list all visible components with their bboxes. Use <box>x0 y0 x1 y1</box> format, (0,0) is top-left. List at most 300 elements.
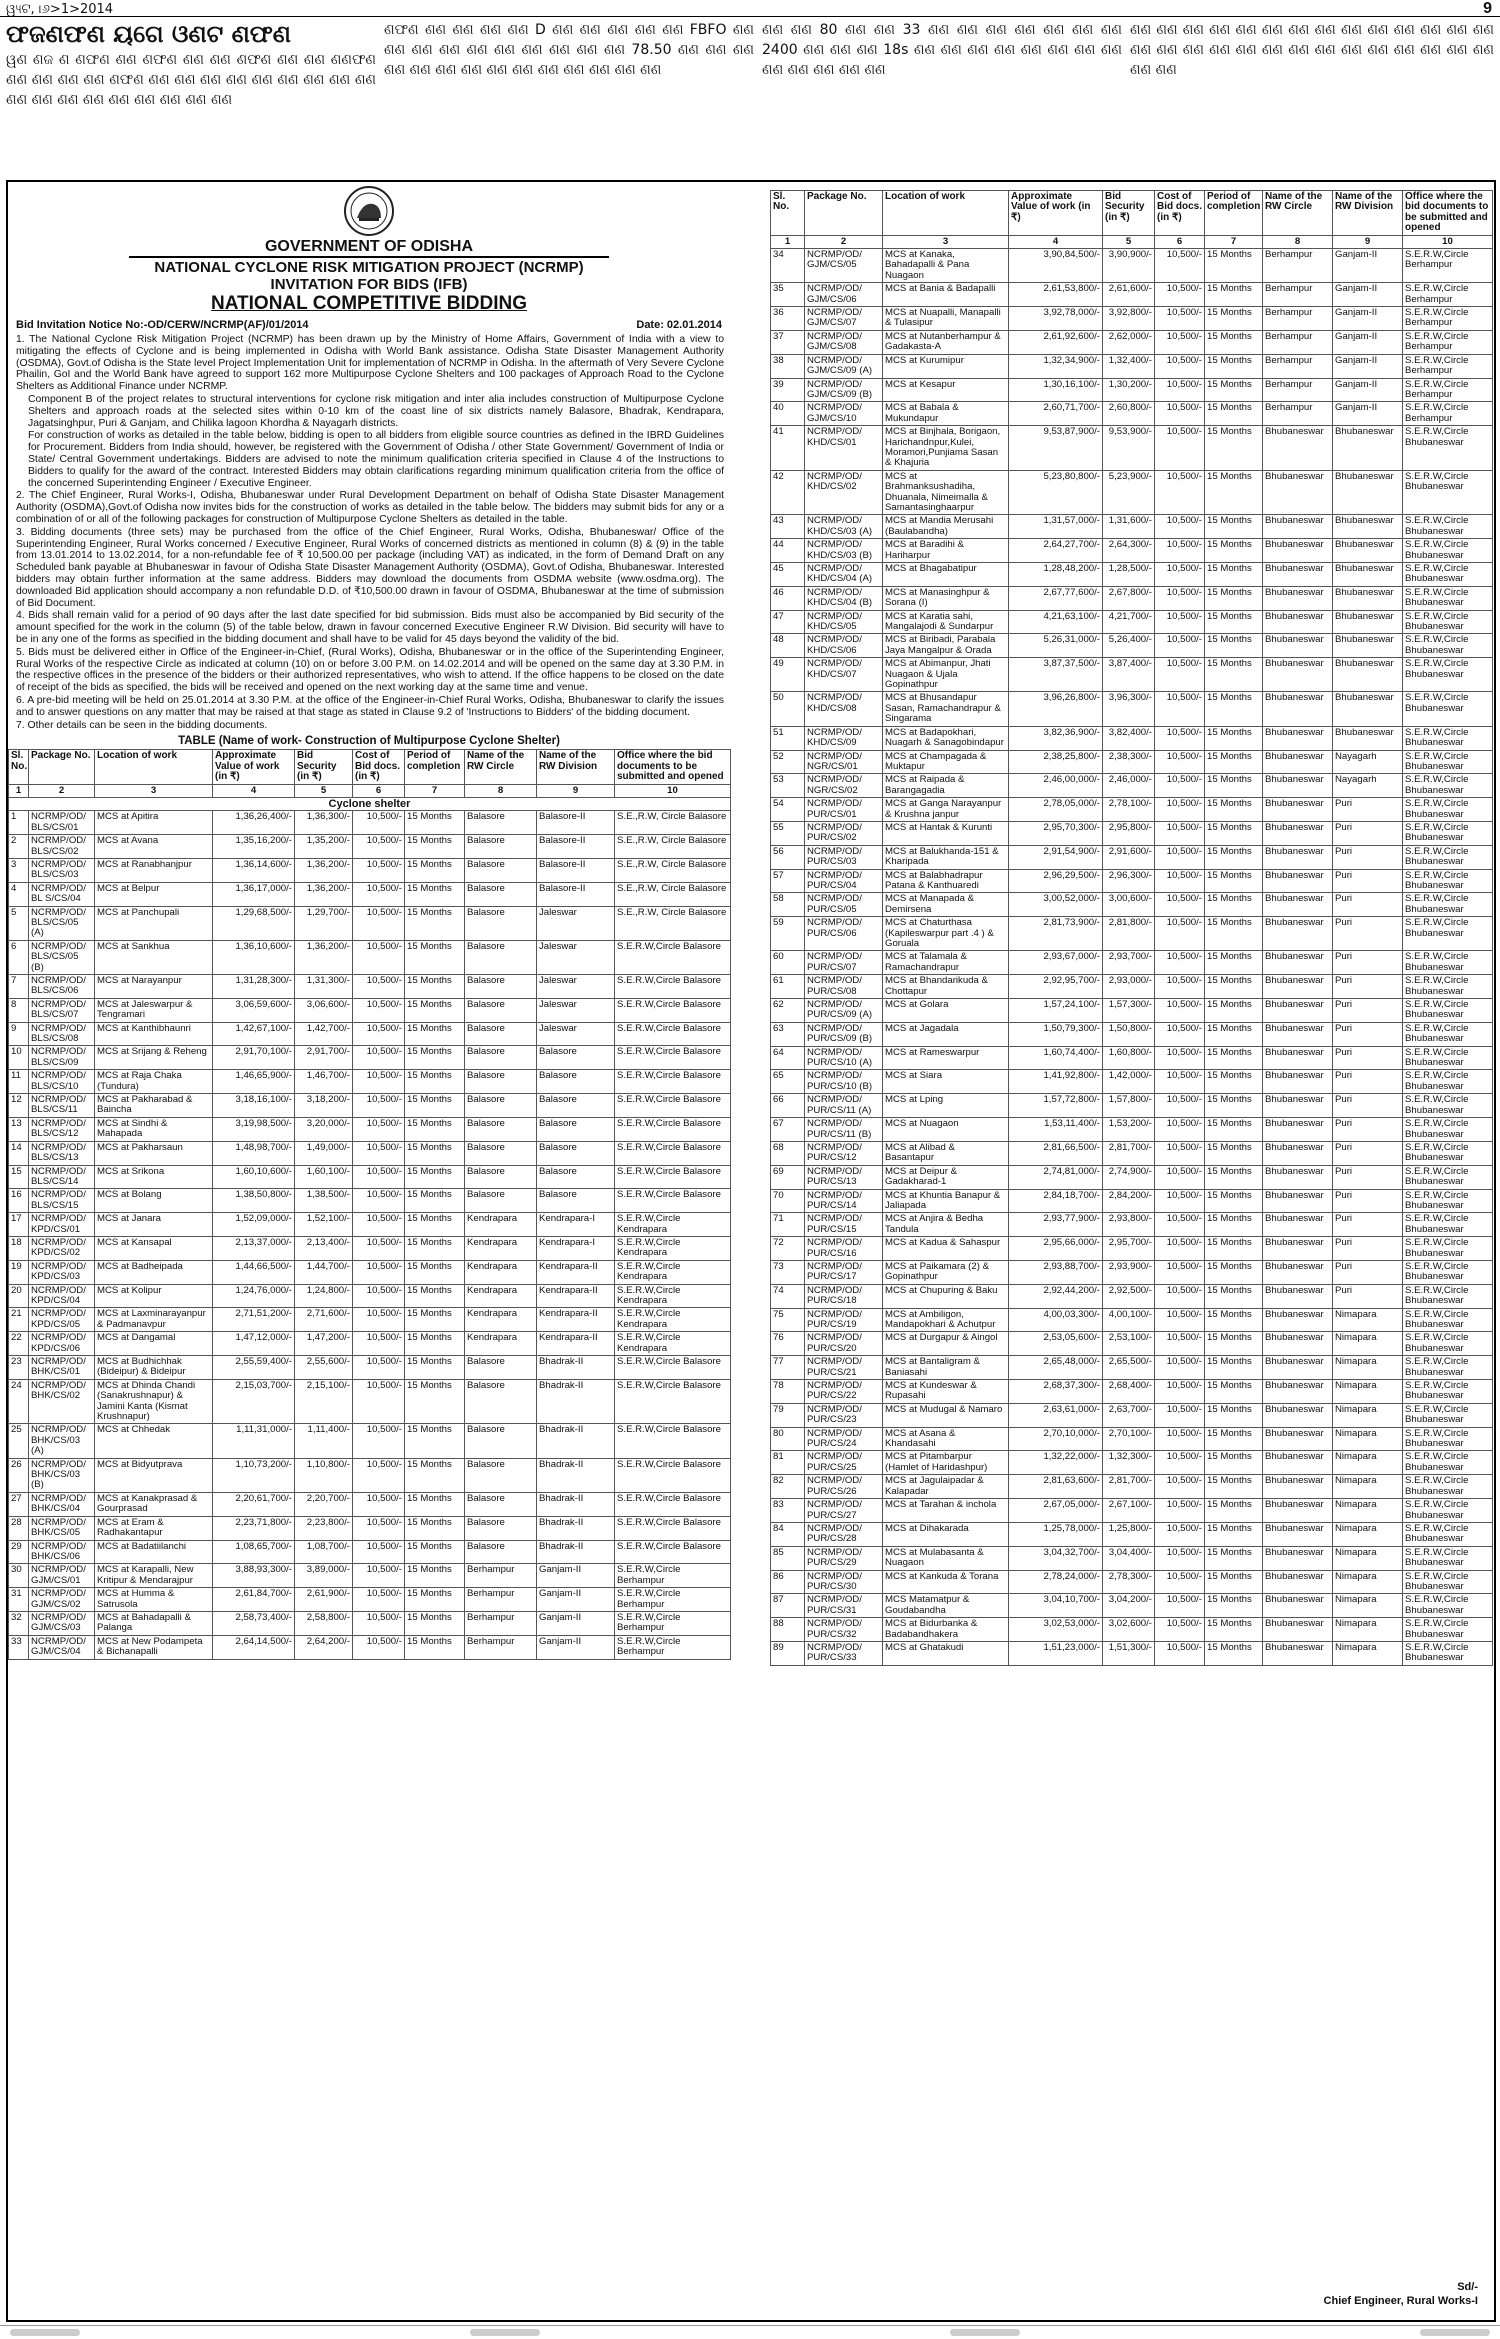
table-cell: S.E.R.W,Circle Berhampur <box>1403 283 1493 307</box>
table-cell: MCS at Durgapur & Aingol <box>883 1332 1009 1356</box>
table-cell: 2,61,84,700/- <box>213 1588 295 1612</box>
table-cell: Nimapara <box>1333 1380 1403 1404</box>
table-cell: 10,500/- <box>1155 307 1205 331</box>
table-cell: 3,87,37,500/- <box>1009 658 1103 692</box>
table-cell: 15 Months <box>405 1117 465 1141</box>
table-cell: Jaleswar <box>537 1022 615 1046</box>
table-cell: 10,500/- <box>1155 610 1205 634</box>
table-cell: S.E.R.W,Circle Bhubaneswar <box>1403 1213 1493 1237</box>
table-cell: 73 <box>771 1260 805 1284</box>
table-cell: 43 <box>771 515 805 539</box>
table-cell: 2 <box>9 835 29 859</box>
table-cell: Bhubaneswar <box>1263 1118 1333 1142</box>
table-cell: MCS at Jagadala <box>883 1022 1009 1046</box>
table-cell: MCS at Pakharabad & Baincha <box>95 1094 213 1118</box>
table-cell: MCS at Belpur <box>95 882 213 906</box>
table-cell: MCS at Golara <box>883 999 1009 1023</box>
table-cell: S.E.R.W,Circle Berhampur <box>615 1635 731 1659</box>
table-cell: NCRMP/OD/ BLS/CS/10 <box>29 1070 95 1094</box>
table-cell: 1,49,000/- <box>295 1141 353 1165</box>
table-cell: S.E.,R.W, Circle Balasore <box>615 835 731 859</box>
table-cell: S.E.R.W,Circle Bhubaneswar <box>1403 1403 1493 1427</box>
table-cell: NCRMP/OD/ GJM/CS/10 <box>805 402 883 426</box>
table-cell: S.E.R.W,Circle Kendrapara <box>615 1284 731 1308</box>
table-cell: 1,10,73,200/- <box>213 1458 295 1492</box>
table-cell: Bhubaneswar <box>1263 1284 1333 1308</box>
table-cell: Ganjam-II <box>1333 378 1403 402</box>
table-row <box>771 951 1493 975</box>
table-cell: MCS at Manapada & Demirsena <box>883 893 1009 917</box>
column-header: Package No. <box>805 191 883 236</box>
table-cell: S.E.,R.W, Circle Balasore <box>615 906 731 940</box>
table-cell: Bhubaneswar <box>1263 634 1333 658</box>
table-cell: 10,500/- <box>1155 1094 1205 1118</box>
table-cell: 10,500/- <box>1155 402 1205 426</box>
table-row <box>9 1213 731 1237</box>
table-cell: MCS at Srijang & Reheng <box>95 1046 213 1070</box>
column-header: Sl. No. <box>9 750 29 784</box>
table-cell: NCRMP/OD/ GJM/CS/08 <box>805 330 883 354</box>
table-row <box>9 1260 731 1284</box>
table-cell: 58 <box>771 893 805 917</box>
table-cell: S.E.R.W,Circle Bhubaneswar <box>1403 1260 1493 1284</box>
table-cell: Ganjam-II <box>537 1635 615 1659</box>
table-cell: S.E.R.W,Circle Bhubaneswar <box>1403 1070 1493 1094</box>
table-cell: MCS at Budhichhak (Bideipur) & Bideipur <box>95 1356 213 1380</box>
table-cell: 10,500/- <box>1155 539 1205 563</box>
table-cell: 10,500/- <box>353 1540 405 1564</box>
table-cell: NCRMP/OD/ PUR/CS/11 (B) <box>805 1118 883 1142</box>
table-cell: 15 Months <box>1205 634 1263 658</box>
table-cell: 15 Months <box>405 1588 465 1612</box>
table-cell: NCRMP/OD/ KPD/CS/06 <box>29 1332 95 1356</box>
column-header: Location of work <box>95 750 213 784</box>
table-cell: 26 <box>9 1458 29 1492</box>
column-index: 6 <box>353 784 405 797</box>
table-cell: MCS at Mandia Merusahi (Baulabandha) <box>883 515 1009 539</box>
table-cell: NCRMP/OD/ GJM/CS/04 <box>29 1635 95 1659</box>
table-cell: 36 <box>771 307 805 331</box>
table-cell: 10,500/- <box>1155 1499 1205 1523</box>
table-cell: 65 <box>771 1070 805 1094</box>
table-cell: 3,88,93,300/- <box>213 1564 295 1588</box>
table-cell: 86 <box>771 1570 805 1594</box>
table-cell: 2,64,300/- <box>1103 539 1155 563</box>
table-cell: 15 Months <box>1205 692 1263 726</box>
table-cell: Bhubaneswar <box>1263 1141 1333 1165</box>
table-cell: 1,29,700/- <box>295 906 353 940</box>
table-cell: Berhampur <box>1263 402 1333 426</box>
table-cell: Puri <box>1333 975 1403 999</box>
table-cell: 10,500/- <box>1155 1284 1205 1308</box>
table-cell: 15 Months <box>1205 1046 1263 1070</box>
table-cell: 15 Months <box>1205 893 1263 917</box>
table-cell: 2,92,95,700/- <box>1009 975 1103 999</box>
table-cell: 2,78,300/- <box>1103 1570 1155 1594</box>
column-header: Sl. No. <box>771 191 805 236</box>
footer-bar <box>470 2329 540 2336</box>
table-cell: 15 Months <box>1205 330 1263 354</box>
table-cell: 87 <box>771 1594 805 1618</box>
table-cell: 5,26,31,000/- <box>1009 634 1103 658</box>
table-cell: MCS at Pakharsaun <box>95 1141 213 1165</box>
table-cell: 3,04,200/- <box>1103 1594 1155 1618</box>
table-cell: 37 <box>771 330 805 354</box>
table-cell: 28 <box>9 1516 29 1540</box>
table-cell: 15 Months <box>1205 1594 1263 1618</box>
table-cell: MCS at Nuagaon <box>883 1118 1009 1142</box>
table-cell: Bhadrak-II <box>537 1356 615 1380</box>
table-cell: MCS at Bidyutprava <box>95 1458 213 1492</box>
table-cell: 15 Months <box>1205 1618 1263 1642</box>
table-cell: NCRMP/OD/ KHD/CS/09 <box>805 726 883 750</box>
table-cell: 1,36,14,600/- <box>213 858 295 882</box>
table-cell: Berhampur <box>1263 354 1333 378</box>
table-cell: NCRMP/OD/ KPD/CS/01 <box>29 1213 95 1237</box>
table-cell: 10,500/- <box>1155 1475 1205 1499</box>
table-cell: 3,90,84,500/- <box>1009 249 1103 283</box>
table-cell: NCRMP/OD/ BLS/CS/02 <box>29 835 95 859</box>
table-cell: MCS at Srikona <box>95 1165 213 1189</box>
table-row <box>771 1284 1493 1308</box>
table-cell: Bhubaneswar <box>1333 586 1403 610</box>
table-cell: NCRMP/OD/ KPD/CS/05 <box>29 1308 95 1332</box>
table-cell: 1,36,17,000/- <box>213 882 295 906</box>
table-cell: 10,500/- <box>353 858 405 882</box>
table-cell: 10,500/- <box>1155 1022 1205 1046</box>
table-cell: S.E.R.W,Circle Bhubaneswar <box>1403 1570 1493 1594</box>
table-cell: 10,500/- <box>1155 634 1205 658</box>
table-cell: MCS at Rameswarpur <box>883 1046 1009 1070</box>
news-column-2 <box>384 20 754 170</box>
table-row <box>771 1022 1493 1046</box>
table-cell: NCRMP/OD/ BHK/CS/02 <box>29 1379 95 1424</box>
table-cell: Bhubaneswar <box>1263 1570 1333 1594</box>
table-cell: 16 <box>9 1189 29 1213</box>
table-cell: Bhubaneswar <box>1333 563 1403 587</box>
table-cell: Bhubaneswar <box>1263 1165 1333 1189</box>
table-cell: Nimapara <box>1333 1308 1403 1332</box>
table-cell: NCRMP/OD/ PUR/CS/32 <box>805 1618 883 1642</box>
table-cell: MCS at Laxminarayanpur & Padmanavpur <box>95 1308 213 1332</box>
table-row <box>9 1308 731 1332</box>
footer-bar <box>950 2329 1020 2336</box>
table-cell: NCRMP/OD/ KPD/CS/02 <box>29 1236 95 1260</box>
table-cell: MCS at Kesapur <box>883 378 1009 402</box>
table-cell: MCS at Binjhala, Borigaon, Harichandnpur,Kulei, Moramori,Punjiama Sasan & Khajuria <box>883 426 1009 471</box>
table-cell: 3,92,78,000/- <box>1009 307 1103 331</box>
column-index: 9 <box>537 784 615 797</box>
table-cell: NCRMP/OD/ BLS/CS/07 <box>29 998 95 1022</box>
table-cell: 1,08,700/- <box>295 1540 353 1564</box>
column-index: 4 <box>213 784 295 797</box>
table-cell: 3 <box>9 858 29 882</box>
table-cell: MCS at Bahadapalli & Palanga <box>95 1611 213 1635</box>
table-cell: 60 <box>771 951 805 975</box>
table-cell: MCS at Eram & Radhakantapur <box>95 1516 213 1540</box>
table-cell: S.E.R.W,Circle Berhampur <box>615 1564 731 1588</box>
table-cell: 2,61,53,800/- <box>1009 283 1103 307</box>
column-index: 10 <box>1403 235 1493 248</box>
table-cell: 1,38,500/- <box>295 1189 353 1213</box>
table-cell: 68 <box>771 1141 805 1165</box>
table-cell: 71 <box>771 1213 805 1237</box>
table-cell: Puri <box>1333 1046 1403 1070</box>
table-cell: Bhadrak-II <box>537 1516 615 1540</box>
table-cell: NCRMP/OD/ PUR/CS/31 <box>805 1594 883 1618</box>
table-cell: 10,500/- <box>353 1379 405 1424</box>
table-cell: 15 Months <box>1205 1094 1263 1118</box>
paragraph: 3. Bidding documents (three sets) may be purchased from the office of the Chief Engineer, Rural Works, Odisha, Bhubaneswar/ Office of the Superintending Engineer, Rural Works concerned / Executive Engineer, Rural Works of concerned districts as mentioned in column (8) & (9) in the table from 13.01.2014 to 13.02.2014, for a non-refundable fee of ₹ 10,500.00 per package (including VAT) as indicated, in the form of Demand Draft on any Scheduled bank payable at Bhubaneswar in favour of Odisha State Disaster Management Authority (OSDMA), Govt.of Odisha, Bhubaneswar. Interested bidders may obtain further information at the same address. Bidders may download the documents from OSDMA website (www.osdma.org). The downloaded Bid application should accompany a non refundable D.D. of ₹10,500.00 drawn in favour of OSDMA, Bhubaneswar at the time of submission of Bid Document. <box>16 526 724 609</box>
table-cell: Bhubaneswar <box>1333 692 1403 726</box>
table-cell: S.E.R.W,Circle Bhubaneswar <box>1403 726 1493 750</box>
table-cell: Puri <box>1333 845 1403 869</box>
table-row <box>771 1094 1493 1118</box>
table-row <box>771 1118 1493 1142</box>
table-cell: 15 Months <box>1205 1118 1263 1142</box>
table-cell: 10,500/- <box>353 975 405 999</box>
table-cell: NCRMP/OD/ PUR/CS/05 <box>805 893 883 917</box>
table-cell: 15 Months <box>1205 283 1263 307</box>
table-cell: 1,25,78,000/- <box>1009 1522 1103 1546</box>
table-cell: 10,500/- <box>1155 1570 1205 1594</box>
column-index: 1 <box>771 235 805 248</box>
table-cell: Puri <box>1333 917 1403 951</box>
table-cell: 3,89,000/- <box>295 1564 353 1588</box>
table-cell: 62 <box>771 999 805 1023</box>
table-cell: 10,500/- <box>1155 1451 1205 1475</box>
table-cell: Bhubaneswar <box>1263 610 1333 634</box>
table-cell: 15 Months <box>1205 1165 1263 1189</box>
table-row <box>9 882 731 906</box>
column-header: Office where the bid documents to be submitted and opened <box>615 750 731 784</box>
table-cell: 15 Months <box>1205 1284 1263 1308</box>
column-index-row <box>771 235 1493 248</box>
table-cell: 10,500/- <box>1155 1522 1205 1546</box>
table-cell: S.E.R.W,Circle Balasore <box>615 1070 731 1094</box>
table-cell: 6 <box>9 940 29 974</box>
table-cell: 10,500/- <box>353 998 405 1022</box>
table-cell: MCS at Bhusandapur Sasan, Ramachandrapur & Singarama <box>883 692 1009 726</box>
table-cell: 67 <box>771 1118 805 1142</box>
table-cell: NCRMP/OD/ PUR/CS/09 (B) <box>805 1022 883 1046</box>
table-cell: 2,81,700/- <box>1103 1141 1155 1165</box>
table-cell: NCRMP/OD/ PUR/CS/09 (A) <box>805 999 883 1023</box>
table-cell: 3,82,400/- <box>1103 726 1155 750</box>
table-cell: 2,95,66,000/- <box>1009 1237 1103 1261</box>
table-row <box>771 869 1493 893</box>
table-cell: Nimapara <box>1333 1332 1403 1356</box>
table-cell: Balasore-II <box>537 882 615 906</box>
table-cell: MCS at Dangamal <box>95 1332 213 1356</box>
table-cell: S.E.R.W,Circle Bhubaneswar <box>1403 1594 1493 1618</box>
table-cell: 70 <box>771 1189 805 1213</box>
table-cell: 55 <box>771 821 805 845</box>
table-row <box>9 1540 731 1564</box>
table-cell: 1,57,300/- <box>1103 999 1155 1023</box>
table-cell: S.E.R.W,Circle Bhubaneswar <box>1403 610 1493 634</box>
table-header-row <box>9 750 731 784</box>
table-cell: 75 <box>771 1308 805 1332</box>
table-cell: NCRMP/OD/ KHD/CS/05 <box>805 610 883 634</box>
table-cell: Balasore <box>465 1165 537 1189</box>
table-cell: Puri <box>1333 1118 1403 1142</box>
table-cell: 2,93,800/- <box>1103 1213 1155 1237</box>
table-cell: Bhubaneswar <box>1263 869 1333 893</box>
table-cell: S.E.R.W,Circle Bhubaneswar <box>1403 1189 1493 1213</box>
table-cell: NCRMP/OD/ PUR/CS/21 <box>805 1356 883 1380</box>
table-row <box>771 1332 1493 1356</box>
table-cell: 15 Months <box>405 1516 465 1540</box>
table-cell: S.E.R.W,Circle Bhubaneswar <box>1403 1546 1493 1570</box>
column-index: 3 <box>95 784 213 797</box>
table-cell: Bhubaneswar <box>1333 610 1403 634</box>
table-cell: 10,500/- <box>353 835 405 859</box>
table-cell: MCS at Badatiilanchi <box>95 1540 213 1564</box>
table-cell: 3,18,16,100/- <box>213 1094 295 1118</box>
table-cell: MCS at Kundeswar & Rupasahi <box>883 1380 1009 1404</box>
table-cell: 2,84,200/- <box>1103 1189 1155 1213</box>
table-cell: S.E.R.W,Circle Bhubaneswar <box>1403 999 1493 1023</box>
table-cell: Bhubaneswar <box>1263 586 1333 610</box>
table-cell: NCRMP/OD/ KHD/CS/03 (A) <box>805 515 883 539</box>
table-cell: MCS at Pitambarpur (Hamlet of Haridashpur) <box>883 1451 1009 1475</box>
table-cell: 15 Months <box>1205 1427 1263 1451</box>
table-cell: 1,24,800/- <box>295 1284 353 1308</box>
ad-government: GOVERNMENT OF ODISHA <box>264 238 473 255</box>
table-cell: 24 <box>9 1379 29 1424</box>
table-cell: S.E.R.W,Circle Bhubaneswar <box>1403 1284 1493 1308</box>
table-cell: 78 <box>771 1380 805 1404</box>
table-cell: MCS at Sindhi & Mahapada <box>95 1117 213 1141</box>
table-cell: MCS at Ambiligon, Mandapokhari & Achutpur <box>883 1308 1009 1332</box>
table-cell: 4,00,03,300/- <box>1009 1308 1103 1332</box>
table-cell: 1,51,300/- <box>1103 1641 1155 1665</box>
table-cell: Bhubaneswar <box>1333 539 1403 563</box>
table-cell: S.E.R.W,Circle Balasore <box>615 940 731 974</box>
table-cell: 15 Months <box>405 1492 465 1516</box>
table-cell: Kendrapara-II <box>537 1284 615 1308</box>
table-cell: MCS at Kurumipur <box>883 354 1009 378</box>
table-cell: 89 <box>771 1641 805 1665</box>
table-row <box>771 249 1493 283</box>
table-cell: 10,500/- <box>1155 774 1205 798</box>
table-cell: 19 <box>9 1260 29 1284</box>
table-cell: NCRMP/OD/ PUR/CS/10 (B) <box>805 1070 883 1094</box>
paragraph: 4. Bids shall remain valid for a period of 90 days after the last date specified for bid submission. Bids must also be accompanied by Bid security of the amount specified for the work in the column (5) of the table below, drawn in favour concerned Executive Engineer R.W Division. Bid security will have to be in any one of the forms as specified in the bidding document and shall have to be valid for 45 days beyond the validity of the bid. <box>16 610 724 645</box>
table-cell: S.E.R.W,Circle Bhubaneswar <box>1403 917 1493 951</box>
table-cell: 2,67,77,600/- <box>1009 586 1103 610</box>
table-cell: 21 <box>9 1308 29 1332</box>
column-header: Period of completion <box>1205 191 1263 236</box>
table-cell: 10,500/- <box>1155 1380 1205 1404</box>
table-cell: 3,96,300/- <box>1103 692 1155 726</box>
table-cell: MCS at Khuntia Banapur & Jaliapada <box>883 1189 1009 1213</box>
table-cell: Bhubaneswar <box>1263 1356 1333 1380</box>
table-cell: MCS at Anjira & Bedha Tandula <box>883 1213 1009 1237</box>
table-cell: Puri <box>1333 1237 1403 1261</box>
table-row <box>771 1165 1493 1189</box>
table-cell: 1,30,200/- <box>1103 378 1155 402</box>
table-cell: 2,23,71,800/- <box>213 1516 295 1540</box>
table-cell: 1,10,800/- <box>295 1458 353 1492</box>
table-cell: 3,04,32,700/- <box>1009 1546 1103 1570</box>
table-cell: 2,96,300/- <box>1103 869 1155 893</box>
table-cell: 17 <box>9 1213 29 1237</box>
table-cell: 15 Months <box>405 1635 465 1659</box>
table-cell: Bhubaneswar <box>1263 917 1333 951</box>
table-cell: 13 <box>9 1117 29 1141</box>
table-cell: 1,29,68,500/- <box>213 906 295 940</box>
table-row <box>771 821 1493 845</box>
table-row <box>771 1499 1493 1523</box>
table-cell: MCS at Bolang <box>95 1189 213 1213</box>
table-cell: NCRMP/OD/ BLS/CS/05 (B) <box>29 940 95 974</box>
table-cell: NCRMP/OD/ BHK/CS/06 <box>29 1540 95 1564</box>
table-cell: Ganjam-II <box>1333 330 1403 354</box>
table-cell: S.E.R.W,Circle Bhubaneswar <box>1403 1499 1493 1523</box>
news-column-1 <box>6 20 376 170</box>
table-cell: Ganjam-II <box>1333 249 1403 283</box>
table-cell: Balasore <box>537 1189 615 1213</box>
table-cell: Berhampur <box>465 1635 537 1659</box>
table-cell: 48 <box>771 634 805 658</box>
table-cell: 15 Months <box>1205 249 1263 283</box>
table-cell: 2,61,92,600/- <box>1009 330 1103 354</box>
table-cell: MCS at Chhedak <box>95 1424 213 1458</box>
table-cell: 2,93,67,000/- <box>1009 951 1103 975</box>
table-cell: 15 Months <box>1205 1022 1263 1046</box>
table-cell: 10,500/- <box>1155 1165 1205 1189</box>
column-index: 7 <box>1205 235 1263 248</box>
table-cell: 47 <box>771 610 805 634</box>
table-cell: MCS at Chaturthasa (Kapileswarpur part .4 ) & Goruala <box>883 917 1009 951</box>
table-cell: 1,60,10,600/- <box>213 1165 295 1189</box>
table-cell: MCS Matamatpur & Goudabandha <box>883 1594 1009 1618</box>
table-cell: 32 <box>9 1611 29 1635</box>
column-index: 2 <box>805 235 883 248</box>
table-cell: MCS at Apitira <box>95 811 213 835</box>
table-row <box>9 1611 731 1635</box>
table-cell: 49 <box>771 658 805 692</box>
table-cell: MCS at Chupuring & Baku <box>883 1284 1009 1308</box>
table-cell: Puri <box>1333 1284 1403 1308</box>
table-cell: 1,57,24,100/- <box>1009 999 1103 1023</box>
table-cell: Bhubaneswar <box>1263 1403 1333 1427</box>
table-cell: 15 Months <box>1205 402 1263 426</box>
table-cell: NCRMP/OD/ PUR/CS/13 <box>805 1165 883 1189</box>
gov-underline <box>129 256 609 258</box>
table-row <box>771 1189 1493 1213</box>
table-cell: S.E.R.W,Circle Bhubaneswar <box>1403 845 1493 869</box>
table-cell: NCRMP/OD/ PUR/CS/12 <box>805 1141 883 1165</box>
table-cell: S.E.R.W,Circle Bhubaneswar <box>1403 426 1493 471</box>
table-cell: 2,68,400/- <box>1103 1380 1155 1404</box>
table-cell: Puri <box>1333 869 1403 893</box>
column-index-row <box>9 784 731 797</box>
footer-bar <box>10 2329 80 2336</box>
table-cell: MCS at Lping <box>883 1094 1009 1118</box>
table-cell: Bhubaneswar <box>1333 634 1403 658</box>
table-cell: MCS at Mulabasanta & Nuagaon <box>883 1546 1009 1570</box>
table-cell: 10,500/- <box>1155 1403 1205 1427</box>
table-cell: S.E.R.W,Circle Balasore <box>615 1117 731 1141</box>
table-row <box>771 1570 1493 1594</box>
table-cell: MCS at Sankhua <box>95 940 213 974</box>
table-cell: NCRMP/OD/ PUR/CS/30 <box>805 1570 883 1594</box>
table-cell: MCS at Kadua & Sahaspur <box>883 1237 1009 1261</box>
table-cell: NCRMP/OD/ KHD/CS/03 (B) <box>805 539 883 563</box>
